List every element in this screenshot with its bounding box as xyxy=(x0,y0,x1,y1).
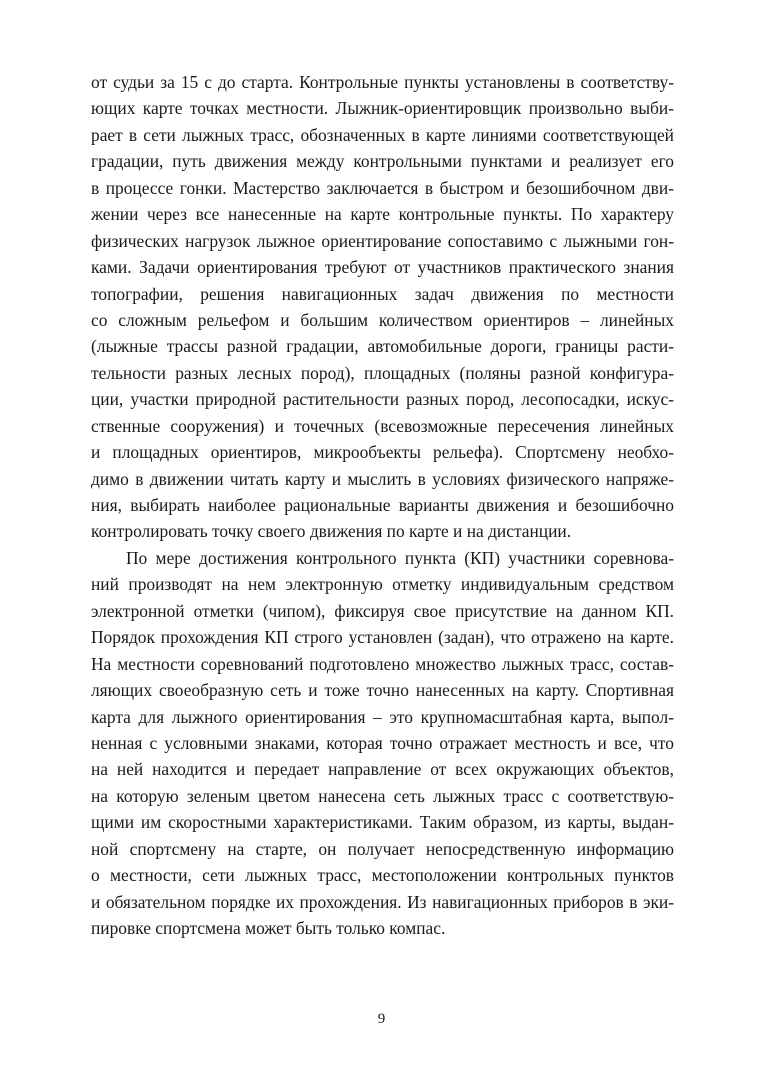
text-line: на ней находится и передает направление от всех окружающих объектов, xyxy=(91,759,674,780)
text-line: Порядок прохождения КП строго установлен (задан), что отражено на карте. xyxy=(91,627,674,648)
text-line: ненная с условными знаками, которая точно отражает местность и все, что xyxy=(91,732,674,753)
paragraph xyxy=(91,69,674,545)
page-number: 9 xyxy=(377,1011,386,1027)
text-line: ной спортсмену на старте, он получает непосредственную информацию xyxy=(91,838,674,859)
text-line: электронной отметки (чипом), фиксируя свое присутствие на данном КП. xyxy=(91,600,674,621)
text-line: градации, путь движения между контрольными пунктами и реализует его xyxy=(91,151,674,172)
text-line: По мере достижения контрольного пункта (КП) участники соревнова- xyxy=(126,547,674,568)
text-line: физических нагрузок лыжное ориентирование сопоставимо с лыжными гон- xyxy=(91,230,674,251)
text-line: ний производят на нем электронную отметку индивидуальным средством xyxy=(91,574,674,595)
text-line: на которую зеленым цветом нанесена сеть лыжных трасс с соответствую- xyxy=(91,785,674,806)
text-line: топографии, решения навигационных задач движения по местности xyxy=(91,283,674,304)
text-line: тельности разных лесных пород), площадных (поляны разной конфигура- xyxy=(91,362,674,383)
text-line: димо в движении читать карту и мыслить в условиях физического напряже- xyxy=(91,468,674,489)
text-line: ками. Задачи ориентирования требуют от участников практического знания xyxy=(91,257,674,278)
text-line: ляющих своеобразную сеть и тоже точно нанесенных на карту. Спортивная xyxy=(91,680,674,701)
text-line: (лыжные трассы разной градации, автомобильные дороги, границы расти- xyxy=(91,336,674,357)
body-text xyxy=(91,69,674,941)
text-line: пировке спортсмена может быть только компас. xyxy=(91,918,446,938)
text-line: ющих карте точках местности. Лыжник-ориентировщик произвольно выби- xyxy=(91,98,674,119)
text-line: ственные сооружения) и точечных (всевозможные пересечения линейных xyxy=(91,415,674,436)
text-line: щими им скоростными характеристиками. Таким образом, из карты, выдан- xyxy=(91,812,674,833)
paragraph xyxy=(91,545,674,942)
text-line: карта для лыжного ориентирования – это крупномасштабная карта, выпол- xyxy=(91,706,674,727)
text-line: рает в сети лыжных трасс, обозначенных в карте линиями соответствующей xyxy=(91,124,674,145)
text-line: жении через все нанесенные на карте контрольные пункты. По характеру xyxy=(91,204,674,225)
text-line: в процессе гонки. Мастерство заключается в быстром и безошибочном дви- xyxy=(91,177,674,198)
text-line: и площадных ориентиров, микрообъекты рельефа). Спортсмену необхо- xyxy=(91,442,674,463)
text-line: ния, выбирать наиболее рациональные варианты движения и безошибочно xyxy=(91,495,674,515)
text-line: На местности соревнований подготовлено множество лыжных трасс, состав- xyxy=(91,653,674,674)
text-line: со сложным рельефом и большим количеством ориентиров – линейных xyxy=(91,309,674,330)
text-line: контролировать точку своего движения по карте и на дистанции. xyxy=(91,521,572,542)
text-line: ции, участки природной растительности разных пород, лесопосадки, искус- xyxy=(91,389,674,410)
text-line: о местности, сети лыжных трасс, местоположении контрольных пунктов xyxy=(91,865,674,886)
text-line: и обязательном порядке их прохождения. Из навигационных приборов в эки- xyxy=(91,891,674,912)
text-line: от судьи за 15 с до старта. Контрольные пункты установлены в соответству- xyxy=(91,72,674,92)
